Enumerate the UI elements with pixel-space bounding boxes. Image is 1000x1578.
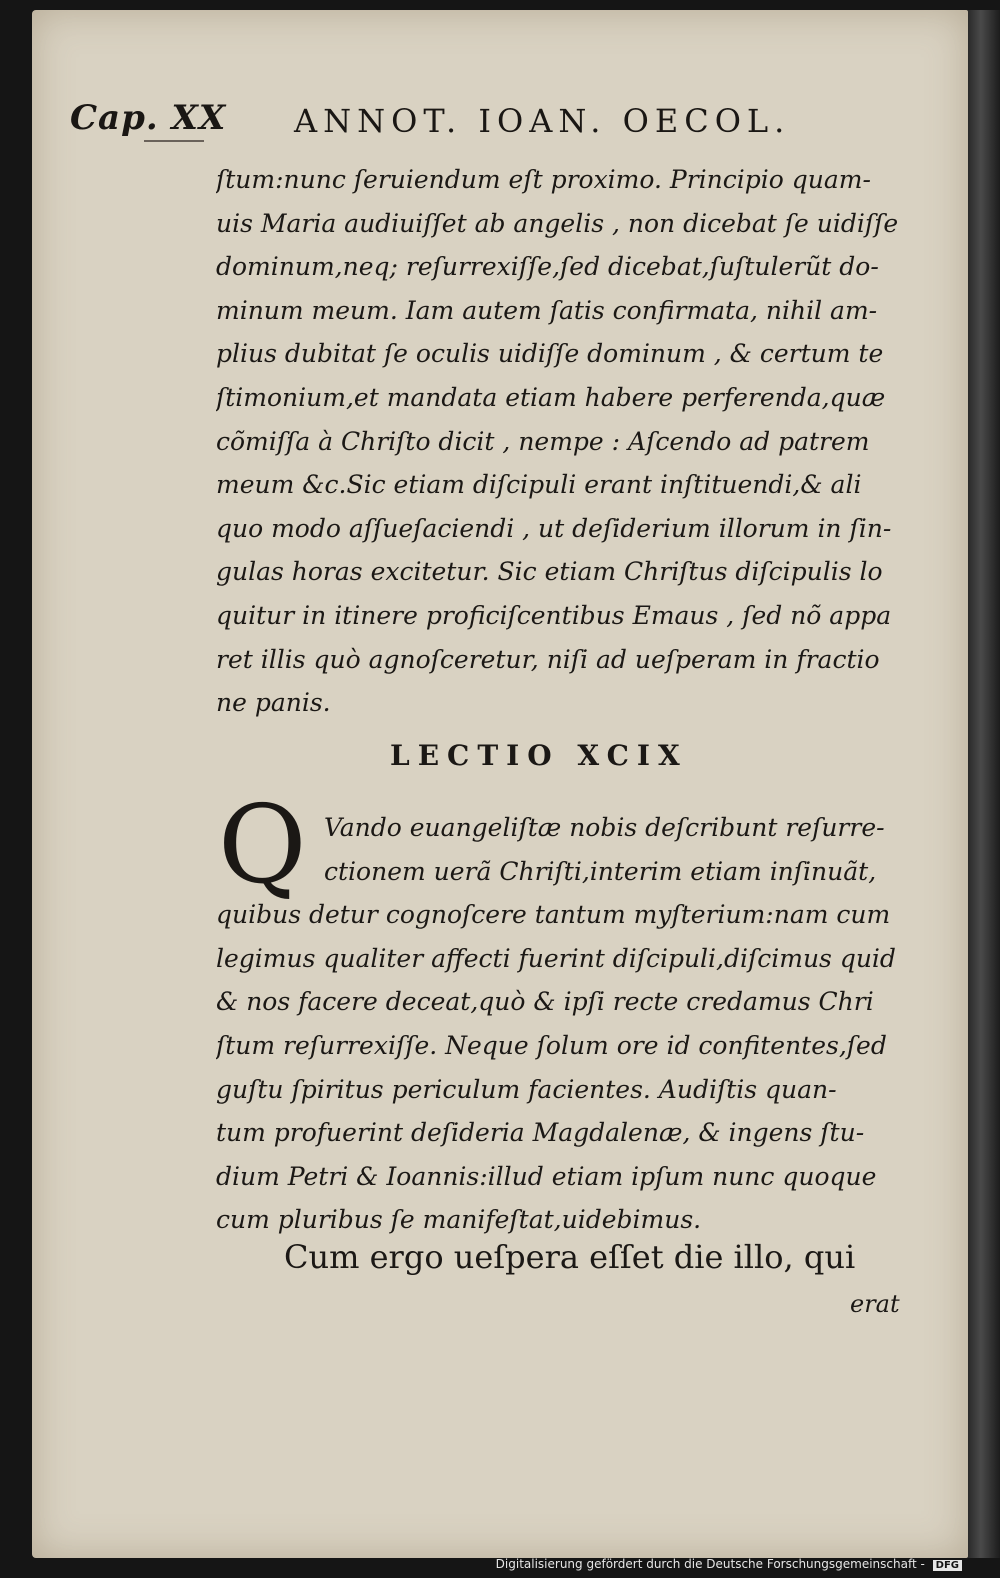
credit-text: Digitalisierung gefördert durch die Deutsche Forschungsgemeinschaft -	[495, 1557, 925, 1571]
text-line: ne panis.	[216, 688, 331, 718]
text-line: quo modo aſſueſaciendi , ut deſiderium illorum in ſin-	[216, 513, 892, 543]
text-line: guſtu ſpiritus periculum facientes. Audiſtis quan-	[216, 1074, 837, 1104]
text-line: ctionem uerã Chriſti,interim etiam inſinuãt,	[324, 856, 877, 886]
drop-cap-initial: Q	[218, 783, 307, 908]
text-line: uis Maria audiuiſſet ab angelis , non dicebat ſe uidiſſe	[216, 208, 899, 238]
scripture-verse: Cum ergo ueſpera eſſet die illo, qui	[284, 1238, 856, 1276]
text-line: legimus qualiter affecti fuerint diſcipuli,diſcimus quid	[216, 943, 896, 973]
text-line: dium Petri & Ioannis:illud etiam ipſum nunc quoque	[216, 1161, 877, 1191]
text-line: ſtum:nunc ſeruiendum eſt proximo. Principio quam-	[216, 165, 871, 194]
text-line: gulas horas excitetur. Sic etiam Chriſtus diſcipulis lo	[216, 557, 883, 587]
running-head: ANNOT. IOAN. OECOL.	[294, 102, 791, 140]
chapter-underline	[144, 140, 204, 142]
text-line: tum profuerint deſideria Magdalenæ, & ingens ſtu-	[216, 1118, 865, 1148]
chapter-marker: Cap. XX	[70, 98, 227, 138]
text-line: cõmiſſa à Chriſto dicit , nempe : Aſcendo ad patrem	[216, 426, 870, 456]
text-line: meum &c.Sic etiam diſcipuli erant inſtituendi,& ali	[216, 470, 862, 500]
dfg-logo: DFG	[933, 1560, 962, 1571]
text-line: dominum,neq; reſurrexiſſe,ſed dicebat,ſuſtulerũt do-	[216, 252, 879, 282]
paragraph-1	[216, 158, 906, 725]
text-line: quibus detur cognoſcere tantum myſterium:nam cum	[216, 900, 891, 930]
digitization-credit	[496, 1557, 962, 1575]
text-line: ſtimonium,et mandata etiam habere perferenda,quæ	[216, 382, 886, 412]
text-line: Vando euangeliſtæ nobis deſcribunt reſurre-	[324, 813, 885, 842]
page-header	[70, 98, 850, 142]
text-line: cum pluribus ſe manifeſtat,uidebimus.	[216, 1205, 702, 1235]
text-line: quitur in itinere proficiſcentibus Emaus , ſed nõ appa	[216, 600, 892, 630]
text-line: ret illis quò agnoſceretur, niſi ad ueſperam in fractio	[216, 644, 880, 674]
book-fore-edge	[968, 10, 1000, 1558]
catchword: erat	[850, 1290, 900, 1318]
paragraph-2	[216, 806, 906, 1242]
text-line: & nos facere deceat,quò & ipſi recte credamus Chri	[216, 987, 874, 1017]
text-line: ſtum reſurrexiſſe. Neque ſolum ore id confitentes,ſed	[216, 1030, 887, 1060]
text-line: minum meum. Iam autem ſatis confirmata, nihil am-	[216, 295, 878, 325]
text-line: plius dubitat ſe oculis uidiſſe dominum , & certum te	[216, 339, 884, 369]
section-title: LECTIO XCIX	[390, 739, 688, 772]
